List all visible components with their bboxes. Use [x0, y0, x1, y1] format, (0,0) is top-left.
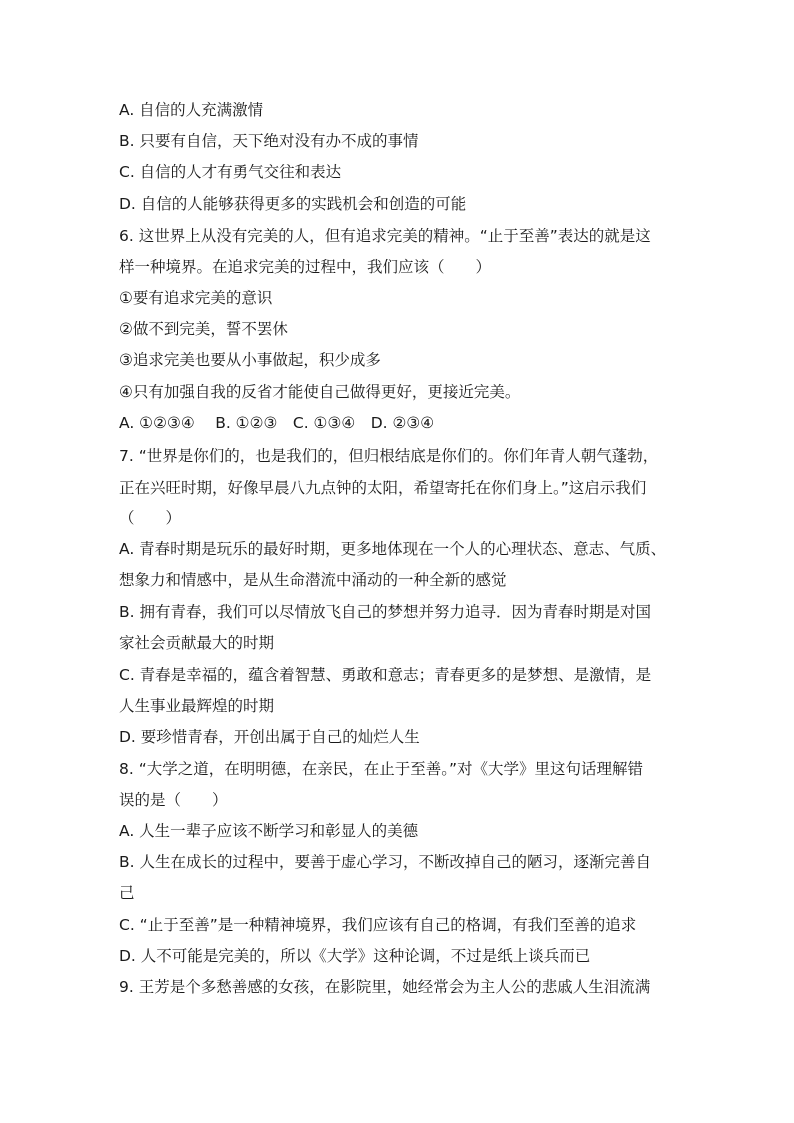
option-line: C. 青春是幸福的，蕴含着智慧、勇敢和意志；青春更多的是梦想、是激情，是 [119, 666, 652, 684]
option-line: A. 青春时期是玩乐的最好时期，更多地体现在一个人的心理状态、意志、气质、 [119, 540, 667, 558]
question-line: （ ） [119, 509, 182, 527]
question-line: 6. 这世界上从没有完美的人，但有追求完美的精神。“止于至善”表达的就是这 [119, 227, 651, 245]
option-line: C. 自信的人才有勇气交往和表达 [119, 163, 342, 181]
statement-line: ①要有追求完美的意识 [119, 289, 273, 307]
question-line: 9. 王芳是个多愁善感的女孩，在影院里，她经常会为主人公的悲戚人生泪流满 [119, 978, 651, 996]
statement-line: ④只有加强自我的反省才能使自己做得更好，更接近完美。 [119, 383, 521, 401]
question-line: 7. “世界是你们的，也是我们的，但归根结底是你们的。你们年青人朝气蓬勃， [119, 447, 659, 465]
option-line: B. 拥有青春，我们可以尽情放飞自己的梦想并努力追寻．因为青春时期是对国 [119, 603, 651, 621]
statement-line: ③追求完美也要从小事做起，积少成多 [119, 351, 381, 369]
option-line: A. 人生一辈子应该不断学习和彰显人的美德 [119, 822, 419, 840]
question-line: 8. “大学之道，在明明德，在亲民，在止于至善。”对《大学》里这句话理解错 [119, 760, 644, 778]
option-line: 家社会贡献最大的时期 [119, 634, 275, 652]
option-line: 想象力和情感中，是从生命潜流中涌动的一种全新的感觉 [119, 571, 507, 589]
option-line: 己 [119, 884, 135, 902]
question-line: 样一种境界。在追求完美的过程中，我们应该（ ） [119, 258, 492, 276]
option-line: 人生事业最辉煌的时期 [119, 697, 275, 715]
answer-choices: A. ①②③④ B. ①②③ C. ①③④ D. ②③④ [119, 414, 435, 432]
option-line: C. “止于至善”是一种精神境界，我们应该有自己的格调，有我们至善的追求 [119, 916, 637, 934]
option-line: B. 只要有自信，天下绝对没有办不成的事情 [119, 132, 419, 150]
option-line: A. 自信的人充满激情 [119, 101, 264, 119]
question-line: 误的是（ ） [119, 791, 228, 809]
statement-line: ②做不到完美，誓不罢休 [119, 320, 288, 338]
option-line: D. 要珍惜青春，开创出属于自己的灿烂人生 [119, 728, 420, 746]
question-line: 正在兴旺时期，好像早晨八九点钟的太阳，希望寄托在你们身上。”这启示我们 [119, 479, 647, 497]
option-line: D. 自信的人能够获得更多的实践机会和创造的可能 [119, 195, 467, 213]
option-line: D. 人不可能是完美的，所以《大学》这种论调，不过是纸上谈兵而已 [119, 947, 591, 965]
option-line: B. 人生在成长的过程中，要善于虚心学习，不断改掉自己的陋习，逐渐完善自 [119, 853, 651, 871]
